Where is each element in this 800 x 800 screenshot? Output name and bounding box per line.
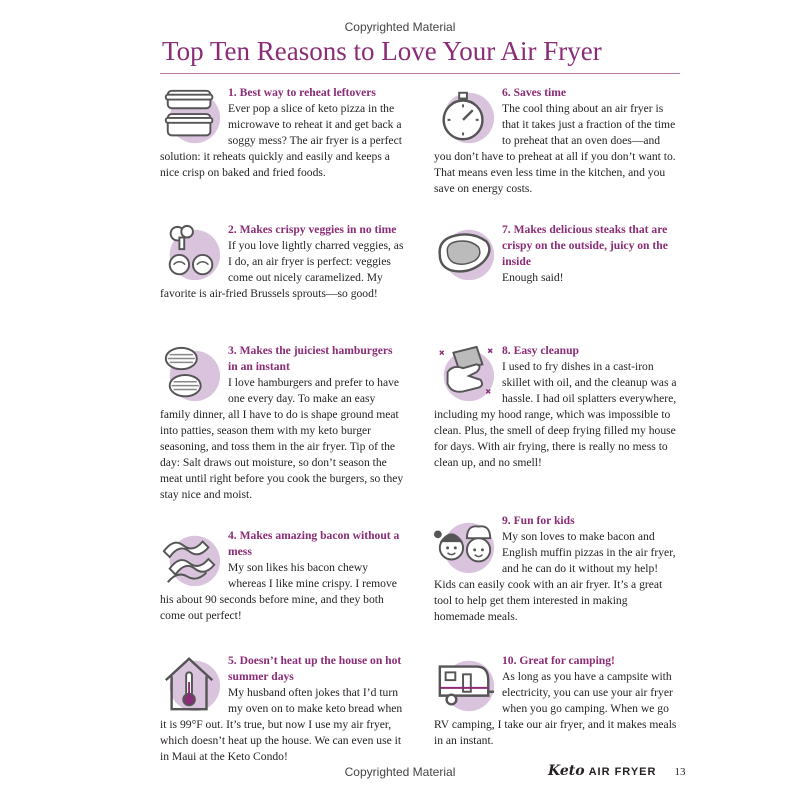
reason-body: Enough said!: [502, 271, 564, 284]
burger-patties-icon: [160, 343, 222, 405]
reason-body: I used to fry dishes in a cast-iron skillet with oil, and the cleanup was a hassle. I had oil splatters everywhere, including my hood range, which was impossible to clean. Plus, the smell of deep frying filled my house for days. With air frying, there is really no mess to clean up, and no smell!: [434, 360, 677, 469]
reason-heading: 9. Fun for kids: [502, 514, 575, 527]
reason-body: Ever pop a slice of keto pizza in the microwave to reheat it and get back a soggy mess? The air fryer is a perfect solution: it reheats quickly and easily and keeps a nice crisp on baked and fried foods.: [160, 102, 402, 179]
copyright-notice-top: Copyrighted Material: [344, 20, 456, 34]
broccoli-brussels-icon: [160, 222, 222, 284]
steak-icon: [434, 222, 496, 284]
reason-body: My son loves to make bacon and English muffin pizzas in the air fryer, and he can do it without my help! Kids can easily cook with an air fryer. It’s a great tool to help get them interested in making homemade meals.: [434, 530, 676, 623]
reason-heading: 2. Makes crispy veggies in no time: [228, 223, 397, 236]
page-number: 13: [674, 766, 686, 778]
reason-heading: 3. Makes the juiciest hamburgers in an instant: [228, 344, 393, 373]
reason-body: If you love lightly charred veggies, as I do, an air fryer is perfect: veggies come out nicely caramelized. My favorite is air-fried Brussels sprouts—so good!: [160, 239, 404, 300]
reason-body: The cool thing about an air fryer is that it takes just a fraction of the time to preheat that an oven does—and you don’t have to preheat at all if you don’t want to. That means even less time in the kitchen, and you save on energy costs.: [434, 102, 676, 195]
reason-heading: 7. Makes delicious steaks that are crispy on the outside, juicy on the inside: [502, 223, 668, 268]
stopwatch-icon: [434, 85, 496, 147]
reason-item-1: [160, 85, 405, 181]
reason-item-2: [160, 222, 405, 302]
page-footer: [548, 762, 685, 780]
reason-body: My son likes his bacon chewy whereas I like mine crispy. I remove his about 90 seconds before mine, and they both come out perfect!: [160, 561, 397, 622]
reason-item-10: [434, 653, 679, 749]
reason-item-5: [160, 653, 405, 765]
kids-chef-icon: [434, 513, 496, 575]
footer-book-title: AIR FRYER: [588, 766, 657, 778]
reason-item-3: [160, 343, 405, 503]
reason-heading: 8. Easy cleanup: [502, 344, 579, 357]
reason-heading: 1. Best way to reheat leftovers: [228, 86, 376, 99]
reason-item-6: [434, 85, 679, 197]
house-thermometer-icon: [160, 653, 222, 715]
food-containers-icon: [160, 85, 222, 147]
reason-body: My husband often jokes that I’d turn my oven on to make keto bread when it is 99°F out. It’s true, but now I use my air fryer, which doesn’t heat up the house. We can even use it in Maui at the Keto Condo!: [160, 686, 403, 763]
reason-heading: 6. Saves time: [502, 86, 567, 99]
page-title: Top Ten Reasons to Love Your Air Fryer: [162, 36, 602, 66]
copyright-notice-bottom: Copyrighted Material: [344, 765, 456, 779]
reason-body: I love hamburgers and prefer to have one every day. To make an easy family dinner, all I have to do is shape ground meat into patties, season them with my keto burger seasoning, and toss them in the air fryer. Tip of the day: Salt draws out moisture, so don’t season the meat until right before you cook the burgers, so they stay nice and moist.: [160, 376, 404, 501]
bacon-icon: [160, 528, 222, 590]
reason-body: As long as you have a campsite with electricity, you can use your air fryer when you go camping. When we go RV camping, I take our air fryer, and it makes meals in an instant.: [434, 670, 677, 747]
reason-heading: 5. Doesn’t heat up the house on hot summer days: [228, 654, 402, 683]
reason-item-9: [434, 513, 679, 625]
reason-heading: 4. Makes amazing bacon without a mess: [228, 529, 400, 558]
footer-brand: Keto: [548, 763, 585, 779]
reason-item-7: [434, 222, 679, 286]
reason-heading: 10. Great for camping!: [502, 654, 615, 667]
title-divider: [160, 73, 680, 74]
reason-item-8: [434, 343, 679, 471]
camper-trailer-icon: [434, 653, 496, 715]
cleaning-hand-icon: [434, 343, 496, 405]
reason-item-4: [160, 528, 405, 624]
